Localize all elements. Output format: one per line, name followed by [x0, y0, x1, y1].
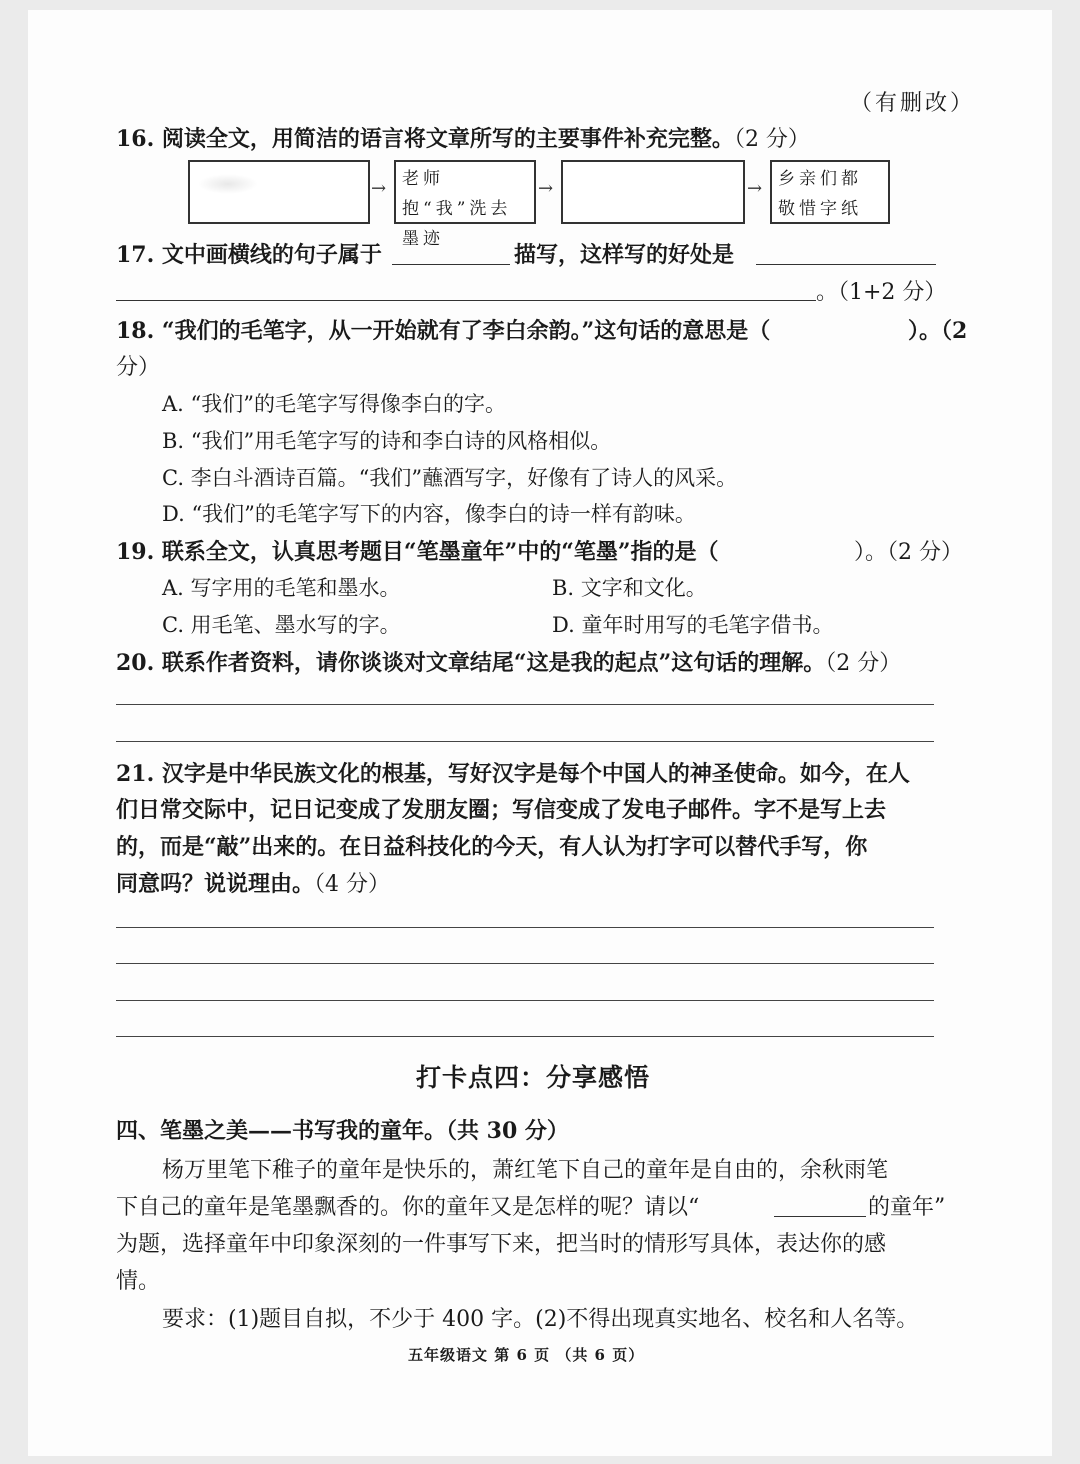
section4-para-line-3: 为题，选择童年中印象深刻的一件事写下来，把当时的情形写具体，表达你的感 [116, 1232, 887, 1257]
section4-heading: 四、笔墨之美——书写我的童年。（共 30 分） [116, 1118, 569, 1144]
q21-line-4 [116, 867, 390, 898]
q21-line-4-text: 同意吗？说说理由。 [116, 871, 315, 897]
arrow-icon: → [538, 178, 554, 199]
q17-blank-1[interactable] [392, 264, 510, 265]
q21-answer-line-3[interactable] [116, 1000, 934, 1001]
q18-option-b[interactable]: B. “我们”用毛笔字写的诗和李白诗的风格相似。 [162, 429, 612, 453]
q19-paren-close: ）。（2 分） [854, 540, 963, 565]
q16-stem-text: 16. 阅读全文，用简洁的语言将文章所写的主要事件补充完整。 [116, 126, 734, 152]
section4-requirement: 要求：(1)题目自拟，不少于 400 字。(2)不得出现真实地名、校名和人名等。 [162, 1307, 919, 1332]
q21-answer-line-1[interactable] [116, 927, 934, 928]
smudge-mark [198, 174, 258, 194]
section4-para-line-2: 下自己的童年是笔墨飘香的。你的童年又是怎样的呢？请以“ [116, 1195, 700, 1220]
q16-answer-box-3[interactable] [561, 160, 745, 224]
q16-box-2-text: 老师抱“我”洗去墨迹 [402, 169, 512, 249]
q16-stem [116, 122, 810, 153]
checkpoint-title: 打卡点四：分享感悟 [416, 1063, 651, 1092]
q20-stem-text: 20. 联系作者资料，请你谈谈对文章结尾“这是我的起点”这句话的理解。 [116, 650, 826, 676]
q19-option-d[interactable]: D. 童年时用写的毛笔字借书。 [552, 613, 834, 637]
q21-line-3: 的，而是“敲”出来的。在日益科技化的今天，有人认为打字可以替代手写，你 [116, 834, 868, 860]
q21-answer-line-4[interactable] [116, 1036, 934, 1037]
q19-option-c[interactable]: C. 用毛笔、墨水写的字。 [162, 613, 401, 637]
q17-blank-2[interactable] [756, 264, 936, 265]
q17-part1: 17. 文中画横线的句子属于 [116, 242, 382, 268]
q19-stem: 19. 联系全文，认真思考题目“笔墨童年”中的“笔墨”指的是（ [116, 539, 719, 565]
q16-answer-box-1[interactable] [188, 160, 370, 224]
q19-option-a[interactable]: A. 写字用的毛笔和墨水。 [162, 576, 401, 600]
q18-option-a[interactable]: A. “我们”的毛笔字写得像李白的字。 [162, 392, 506, 416]
q19-option-b[interactable]: B. 文字和文化。 [552, 576, 707, 600]
q18-stem: 18. “我们的毛笔字，从一开始就有了李白余韵。”这句话的意思是（ [116, 318, 771, 344]
page-footer: 五年级语文 第 6 页 （共 6 页） [408, 1346, 645, 1364]
section4-para-line-2b: 的童年” [868, 1195, 946, 1220]
q18-stem-cont: 分） [116, 355, 161, 380]
q21-answer-line-2[interactable] [116, 963, 934, 964]
q16-box-2 [394, 160, 536, 249]
q21-line-2: 们日常交际中，记日记变成了发朋友圈；写信变成了发电子邮件。字不是写上去 [116, 797, 887, 823]
q20-stem [116, 646, 901, 677]
q17-part2: 描写，这样写的好处是 [514, 242, 735, 268]
q16-box-4-text: 乡亲们都敬惜字纸 [778, 169, 862, 219]
q21-line-1: 21. 汉字是中华民族文化的根基，写好汉字是每个中国人的神圣使命。如今，在人 [116, 761, 910, 787]
q20-score: （2 分） [825, 651, 902, 676]
q17-blank-3[interactable] [116, 300, 816, 301]
arrow-icon: → [371, 178, 387, 199]
q18-paren-close: ）。（2 [908, 318, 968, 344]
exam-page [28, 10, 1052, 1456]
essay-title-blank[interactable] [774, 1216, 866, 1217]
q16-score: （2 分） [733, 127, 810, 152]
q20-answer-line-1[interactable] [116, 704, 934, 705]
section4-para-line-1: 杨万里笔下稚子的童年是快乐的，萧红笔下自己的童年是自由的，余秋雨笔 [162, 1158, 889, 1183]
q16-box-4 [770, 160, 890, 224]
section4-para-line-4: 情。 [116, 1269, 161, 1294]
q21-score: （4 分） [314, 872, 391, 897]
q18-option-c[interactable]: C. 李白斗酒诗百篇。“我们”蘸酒写字，好像有了诗人的风采。 [162, 466, 738, 490]
source-note: （有删改） [850, 91, 976, 116]
arrow-icon: → [747, 178, 763, 199]
q18-option-d[interactable]: D. “我们”的毛笔字写下的内容，像李白的诗一样有韵味。 [162, 502, 696, 526]
q20-answer-line-2[interactable] [116, 741, 934, 742]
q17-score: 。（1+2 分） [816, 280, 947, 305]
